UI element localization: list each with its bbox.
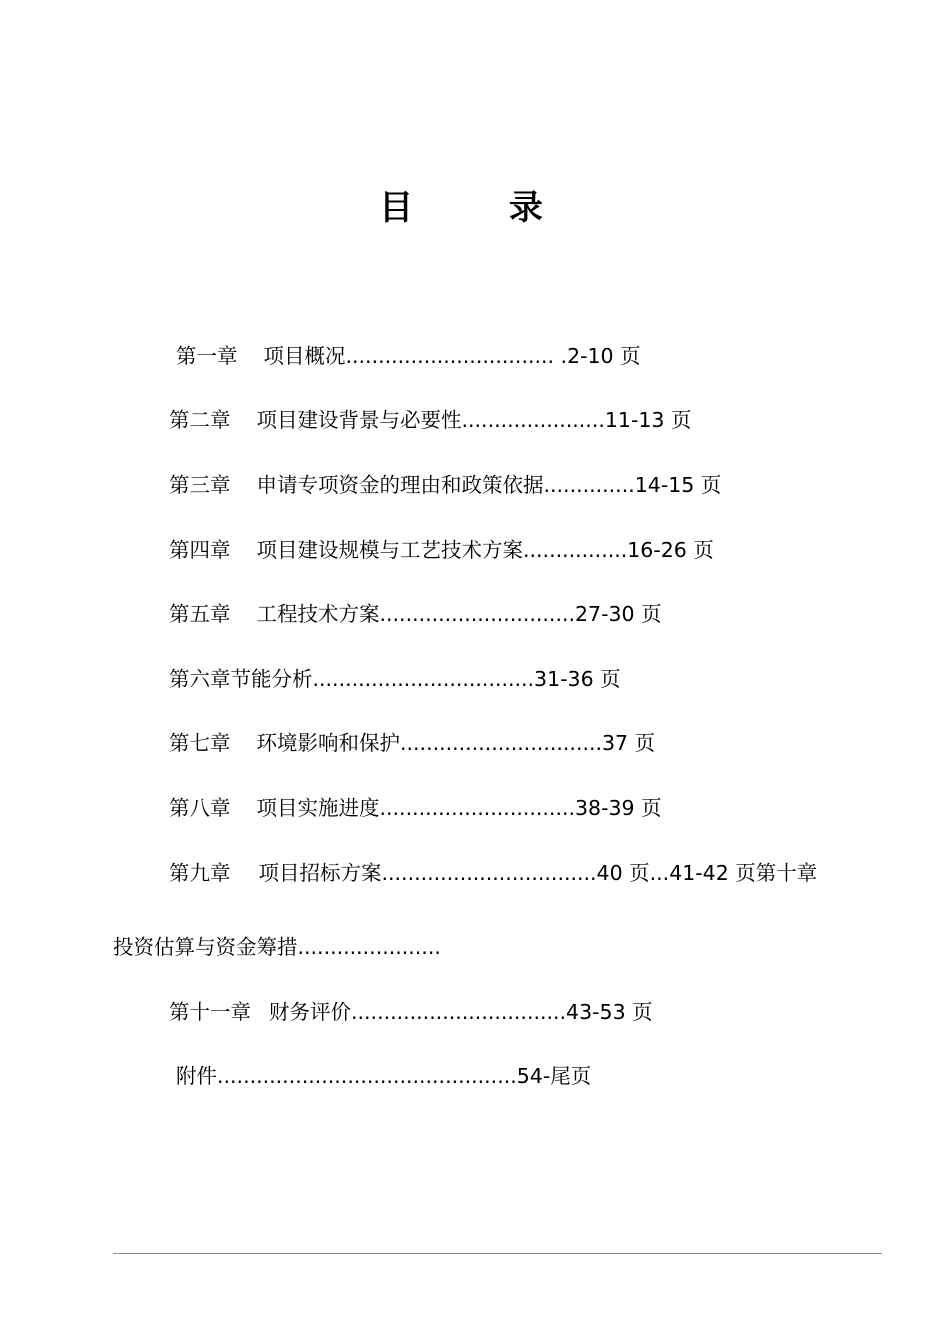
toc-entry-chapter-9[interactable] — [169, 859, 817, 887]
toc-page-range: 14-15 页 — [634, 473, 722, 497]
toc-chapter-number: 第五章 — [169, 602, 231, 626]
toc-chapter-name: 项目实施进度 — [256, 796, 380, 820]
toc-entry-chapter-8[interactable] — [169, 794, 662, 822]
toc-entry-text: 第六章节能分析..................................31-36 页 — [169, 667, 621, 691]
toc-leader-dots: ...................... — [461, 408, 605, 432]
toc-chapter-number: 第十一章 — [169, 1000, 251, 1024]
footer-divider — [113, 1253, 882, 1254]
toc-chapter-number: 第一章 — [176, 344, 238, 368]
toc-chapter-number: 第三章 — [169, 473, 231, 497]
toc-chapter-name: 项目概况 — [263, 344, 346, 368]
toc-entry-chapter-6[interactable] — [169, 665, 621, 693]
toc-chapter-name: 工程技术方案 — [256, 602, 380, 626]
toc-page-range: 27-30 页 — [575, 602, 662, 626]
toc-leader-dots: .............................. — [379, 796, 575, 820]
toc-entry-chapter-3[interactable] — [169, 471, 721, 499]
toc-chapter-number: 第七章 — [169, 731, 231, 755]
toc-chapter-name: 项目建设背景与必要性 — [256, 408, 462, 432]
toc-entry-text: 投资估算与资金筹措...................... — [113, 935, 441, 959]
toc-page-range: .2-10 页 — [560, 344, 641, 368]
toc-chapter-name: 申请专项资金的理由和政策依据 — [256, 473, 544, 497]
toc-chapter-number: 第八章 — [169, 796, 231, 820]
toc-page-range: 38-39 页 — [575, 796, 662, 820]
toc-entry-appendix[interactable] — [176, 1062, 591, 1090]
toc-page-range: 16-26 页 — [627, 538, 714, 562]
toc-entry-chapter-11[interactable] — [169, 998, 653, 1026]
toc-leader-dots: ................................ — [345, 344, 561, 368]
toc-chapter-number: 第二章 — [169, 408, 231, 432]
toc-entry-chapter-2[interactable] — [169, 406, 691, 434]
toc-entry-chapter-4[interactable] — [169, 536, 714, 564]
toc-leader-dots: ............................... — [400, 731, 603, 755]
toc-entry-text: 附件..............................................54-尾页 — [176, 1064, 592, 1088]
toc-page-range: 11-13 页 — [604, 408, 692, 432]
toc-entry-chapter-10[interactable] — [113, 933, 441, 961]
toc-entry-chapter-5[interactable] — [169, 600, 662, 628]
toc-entry-chapter-1[interactable] — [176, 342, 641, 370]
toc-chapter-name: 项目建设规模与工艺技术方案 — [256, 538, 523, 562]
toc-chapter-number: 第九章 — [169, 861, 231, 885]
toc-chapter-name: 财务评价 — [269, 1000, 351, 1024]
toc-page-range: 43-53 页 — [566, 1000, 653, 1024]
toc-page-range: 37 页 — [602, 731, 656, 755]
toc-page-range: 40 页...41-42 页第十章 — [596, 861, 818, 885]
toc-leader-dots: .............. — [543, 473, 635, 497]
toc-chapter-name: 环境影响和保护 — [256, 731, 400, 755]
toc-leader-dots: .............................. — [379, 602, 575, 626]
toc-entry-chapter-7[interactable] — [169, 729, 655, 757]
toc-chapter-number: 第四章 — [169, 538, 231, 562]
toc-leader-dots: ................................. — [351, 1000, 567, 1024]
toc-leader-dots: ................................. — [381, 861, 597, 885]
page-title: 目 录 — [379, 188, 585, 228]
toc-leader-dots: ................ — [523, 538, 628, 562]
toc-chapter-name: 项目招标方案 — [258, 861, 382, 885]
